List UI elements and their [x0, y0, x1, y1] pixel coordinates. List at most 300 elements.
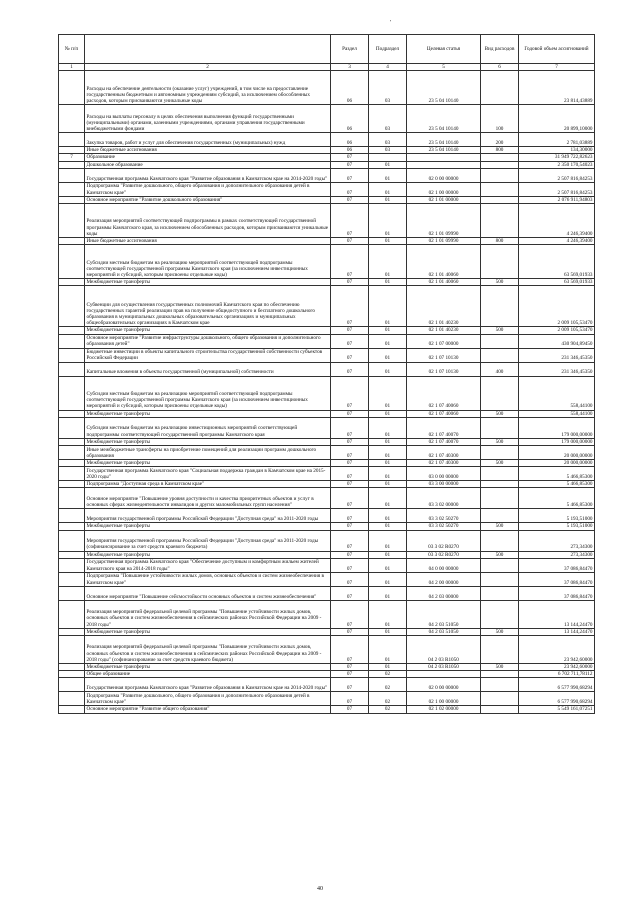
table-row [59, 154, 595, 161]
col-index-cell: 5 [407, 64, 481, 71]
row-subsection-cell: 01 [369, 238, 407, 245]
row-name-cell: Иные бюджетные ассигнования [85, 147, 331, 154]
row-amount-cell: 231 346,45350 [519, 362, 595, 376]
row-subsection-cell: 01 [369, 446, 407, 460]
row-subsection-cell [369, 154, 407, 161]
row-num-cell [59, 182, 85, 196]
row-section-cell: 07 [331, 636, 369, 664]
row-target-article-cell: 02 1 02 00000 [407, 706, 481, 713]
row-section-cell: 06 [331, 133, 369, 147]
page-number: 40 [317, 886, 323, 892]
row-expense-type-cell [481, 71, 519, 105]
table-row [59, 438, 595, 445]
row-subsection-cell: 01 [369, 481, 407, 488]
row-num-cell [59, 410, 85, 417]
table-row [59, 671, 595, 678]
row-expense-type-cell [481, 586, 519, 600]
row-amount-cell: 13 144,24470 [519, 600, 595, 628]
row-num-cell [59, 446, 85, 460]
row-num-cell [59, 481, 85, 488]
row-target-article-cell: 03 3 02 50270 [407, 509, 481, 523]
table-row [59, 636, 595, 664]
row-amount-cell: 2 781,03889 [519, 133, 595, 147]
row-name-cell: Реализация мероприятий федеральной целевой программы "Повышение устойчивости жилых домов, основных объектов и систем жизнеобеспечения в сейсмических районах Российской Федерации на 2009 - 2018 годы" (софинансирование за счет средств краевого бюджета) [85, 636, 331, 664]
row-target-article-cell: 02 1 01 40230 [407, 286, 481, 327]
row-target-article-cell: 02 1 01 09990 [407, 204, 481, 238]
row-amount-cell: 20 000,00000 [519, 446, 595, 460]
row-target-article-cell: 02 1 00 00000 [407, 692, 481, 706]
row-section-cell: 07 [331, 551, 369, 558]
row-num-cell [59, 376, 85, 410]
row-amount-cell: 2 009 105,53470 [519, 327, 595, 334]
row-expense-type-cell [481, 446, 519, 460]
row-expense-type-cell [481, 572, 519, 586]
row-num-cell [59, 467, 85, 481]
row-name-cell: Основное мероприятие "Развитие инфраструктуры дошкольного, общего образования и дополнительного образования детей" [85, 334, 331, 348]
row-target-article-cell: 03 3 02 00000 [407, 488, 481, 509]
row-name-cell: Государственная программа Камчатского края "Развитие образования в Камчатском крае на 2014-2020 годы" [85, 678, 331, 692]
header-cell-section: Раздел [331, 35, 369, 64]
table-row [59, 467, 595, 481]
row-name-cell: Основное мероприятие "Повышение сейсмостойкости основных объектов и систем жизнеобеспечения" [85, 586, 331, 600]
table-row [59, 147, 595, 154]
row-section-cell: 07 [331, 168, 369, 182]
row-subsection-cell: 01 [369, 334, 407, 348]
row-expense-type-cell [481, 692, 519, 706]
row-section-cell: 07 [331, 376, 369, 410]
row-subsection-cell: 01 [369, 572, 407, 586]
table-row [59, 586, 595, 600]
row-section-cell: 07 [331, 348, 369, 362]
row-section-cell: 07 [331, 334, 369, 348]
row-num-cell [59, 286, 85, 327]
row-num-cell [59, 678, 85, 692]
row-subsection-cell: 01 [369, 636, 407, 664]
row-section-cell: 06 [331, 71, 369, 105]
table-row [59, 481, 595, 488]
row-expense-type-cell: 500 [481, 438, 519, 445]
row-subsection-cell: 01 [369, 327, 407, 334]
row-name-cell: Межбюджетные трансферты [85, 327, 331, 334]
table-row [59, 279, 595, 286]
row-target-article-cell: 23 5 04 10140 [407, 133, 481, 147]
table-row [59, 410, 595, 417]
row-name-cell: Государственная программа Камчатского края "Развитие образования в Камчатском крае на 2014-2020 годы" [85, 168, 331, 182]
table-row [59, 348, 595, 362]
row-section-cell: 07 [331, 182, 369, 196]
table-row [59, 204, 595, 238]
row-target-article-cell: 02 0 00 00000 [407, 678, 481, 692]
row-num-cell [59, 488, 85, 509]
col-index-cell: 4 [369, 64, 407, 71]
row-target-article-cell: 02 1 07 00000 [407, 334, 481, 348]
row-expense-type-cell [481, 204, 519, 238]
row-name-cell: Межбюджетные трансферты [85, 523, 331, 530]
row-num-cell [59, 438, 85, 445]
row-expense-type-cell [481, 182, 519, 196]
row-target-article-cell: 04 2 03 51050 [407, 600, 481, 628]
table-row [59, 334, 595, 348]
row-expense-type-cell [481, 334, 519, 348]
row-subsection-cell: 01 [369, 362, 407, 376]
row-subsection-cell: 01 [369, 161, 407, 168]
row-subsection-cell: 01 [369, 467, 407, 481]
row-target-article-cell: 03 3 02 R0270 [407, 530, 481, 551]
row-expense-type-cell: 500 [481, 327, 519, 334]
row-section-cell: 07 [331, 460, 369, 467]
row-amount-cell: 23 942,60000 [519, 664, 595, 671]
row-subsection-cell: 01 [369, 279, 407, 286]
row-section-cell: 07 [331, 196, 369, 203]
row-num-cell [59, 196, 85, 203]
row-section-cell: 07 [331, 572, 369, 586]
row-num-cell [59, 279, 85, 286]
row-target-article-cell: 03 0 00 00000 [407, 467, 481, 481]
row-name-cell: Государственная программа Камчатского края "Социальная поддержка граждан в Камчатском крае на 2015-2020 годы" [85, 467, 331, 481]
row-target-article-cell: 04 0 00 00000 [407, 558, 481, 572]
table-row [59, 446, 595, 460]
row-name-cell: Бюджетные инвестиции в объекты капитального строительства государственной собственности субъектов Российской Федерации [85, 348, 331, 362]
row-name-cell: Межбюджетные трансферты [85, 460, 331, 467]
row-amount-cell: 5 549 161,07251 [519, 706, 595, 713]
row-name-cell: Расходы на обеспечение деятельности (оказание услуг) учреждений, в том числе на предоставление государственным бюджетным и автономным учреждениям субсидий, за исключением обособленных расходов, которым присваиваются уникальные коды [85, 71, 331, 105]
row-subsection-cell: 01 [369, 586, 407, 600]
row-target-article-cell: 23 5 04 10140 [407, 147, 481, 154]
row-name-cell: Государственная программа Камчатского края "Обеспечение доступным и комфортным жильем жителей Камчатского края на 2014-2018 годы" [85, 558, 331, 572]
row-name-cell: Основное мероприятие "Развитие дошкольного образования" [85, 196, 331, 203]
row-amount-cell: 5 193,51000 [519, 509, 595, 523]
table-row [59, 664, 595, 671]
row-section-cell: 07 [331, 488, 369, 509]
table-row [59, 238, 595, 245]
row-name-cell: Межбюджетные трансферты [85, 438, 331, 445]
table-row [59, 551, 595, 558]
row-section-cell: 07 [331, 678, 369, 692]
row-section-cell: 06 [331, 105, 369, 133]
row-num-cell [59, 327, 85, 334]
row-amount-cell: 179 000,00000 [519, 417, 595, 438]
row-num-cell [59, 586, 85, 600]
row-name-cell: Межбюджетные трансферты [85, 551, 331, 558]
row-expense-type-cell [481, 348, 519, 362]
row-num-cell [59, 460, 85, 467]
row-amount-cell: 63 569,01933 [519, 279, 595, 286]
header-cell-target-article: Целевая статья [407, 35, 481, 64]
table-row [59, 460, 595, 467]
row-target-article-cell: 04 2 03 51050 [407, 628, 481, 635]
row-name-cell: Межбюджетные трансферты [85, 628, 331, 635]
table-row [59, 376, 595, 410]
row-num-cell [59, 161, 85, 168]
row-name-cell: Подпрограмма "Развитие дошкольного, общего образования и дополнительного образования детей в Камчатском крае" [85, 182, 331, 196]
header-cell-expense-type: Вид расходов [481, 35, 519, 64]
row-num-cell [59, 628, 85, 635]
row-target-article-cell: 23 5 04 10140 [407, 71, 481, 105]
row-section-cell: 07 [331, 586, 369, 600]
row-subsection-cell: 01 [369, 438, 407, 445]
row-expense-type-cell [481, 530, 519, 551]
table-row [59, 196, 595, 203]
row-name-cell: Иные бюджетные ассигнования [85, 238, 331, 245]
row-name-cell: Подпрограмма "Развитие дошкольного, общего образования и дополнительного образования детей в Камчатском крае" [85, 692, 331, 706]
row-num-cell: 7 [59, 154, 85, 161]
row-section-cell: 07 [331, 628, 369, 635]
row-num-cell [59, 133, 85, 147]
row-amount-cell: 2 507 816,84253 [519, 168, 595, 182]
row-subsection-cell: 02 [369, 671, 407, 678]
row-amount-cell: 430 904,89450 [519, 334, 595, 348]
row-num-cell [59, 523, 85, 530]
row-expense-type-cell: 500 [481, 410, 519, 417]
row-section-cell: 07 [331, 706, 369, 713]
row-target-article-cell [407, 154, 481, 161]
col-index-cell: 7 [519, 64, 595, 71]
row-target-article-cell: 04 2 03 R1050 [407, 636, 481, 664]
row-num-cell [59, 204, 85, 238]
row-expense-type-cell [481, 558, 519, 572]
row-name-cell: Общее образование [85, 671, 331, 678]
row-section-cell: 07 [331, 245, 369, 279]
table-row [59, 71, 595, 105]
row-section-cell: 07 [331, 204, 369, 238]
row-amount-cell: 2 076 911,94803 [519, 196, 595, 203]
row-section-cell: 07 [331, 161, 369, 168]
row-num-cell [59, 664, 85, 671]
row-section-cell: 07 [331, 523, 369, 530]
row-num-cell [59, 636, 85, 664]
row-amount-cell: 20 000,00000 [519, 460, 595, 467]
row-expense-type-cell [481, 481, 519, 488]
row-target-article-cell: 02 1 07 40300 [407, 460, 481, 467]
row-name-cell: Капитальные вложения в объекты государственной (муниципальной) собственности [85, 362, 331, 376]
row-section-cell: 07 [331, 692, 369, 706]
row-num-cell [59, 551, 85, 558]
row-target-article-cell: 02 1 07 40060 [407, 376, 481, 410]
row-section-cell: 07 [331, 417, 369, 438]
row-subsection-cell: 01 [369, 460, 407, 467]
row-amount-cell: 4 246,39400 [519, 204, 595, 238]
row-section-cell: 07 [331, 467, 369, 481]
row-num-cell [59, 530, 85, 551]
row-name-cell: Расходы на выплаты персоналу в целях обеспечения выполнения функций государственными (муниципальными) органами, казенными учреждениями, органами управления государственными внебюджетными фондами [85, 105, 331, 133]
header-row [59, 35, 595, 64]
table-row [59, 105, 595, 133]
row-expense-type-cell [481, 706, 519, 713]
row-expense-type-cell [481, 488, 519, 509]
row-target-article-cell [407, 671, 481, 678]
row-name-cell: Закупка товаров, работ и услуг для обеспечения государственных (муниципальных) нужд [85, 133, 331, 147]
row-name-cell: Межбюджетные трансферты [85, 410, 331, 417]
row-target-article-cell: 02 1 01 40060 [407, 279, 481, 286]
row-name-cell: Межбюджетные трансферты [85, 279, 331, 286]
table-row [59, 133, 595, 147]
row-target-article-cell: 02 1 07 10130 [407, 348, 481, 362]
row-name-cell: Межбюджетные трансферты [85, 664, 331, 671]
table-row [59, 572, 595, 586]
row-num-cell [59, 245, 85, 279]
row-amount-cell: 2 350 170,54023 [519, 161, 595, 168]
row-subsection-cell: 01 [369, 558, 407, 572]
row-expense-type-cell [481, 245, 519, 279]
row-target-article-cell: 23 5 04 10140 [407, 105, 481, 133]
row-target-article-cell: 03 3 02 50270 [407, 523, 481, 530]
row-section-cell: 07 [331, 481, 369, 488]
row-subsection-cell: 02 [369, 706, 407, 713]
row-amount-cell: 558,44100 [519, 376, 595, 410]
row-section-cell: 07 [331, 279, 369, 286]
row-section-cell: 06 [331, 147, 369, 154]
row-amount-cell: 2 009 105,53470 [519, 286, 595, 327]
row-amount-cell: 4 246,39400 [519, 238, 595, 245]
row-target-article-cell: 03 3 02 R0270 [407, 551, 481, 558]
row-expense-type-cell [481, 467, 519, 481]
table-row [59, 182, 595, 196]
row-expense-type-cell [481, 286, 519, 327]
row-target-article-cell: 02 1 01 00000 [407, 196, 481, 203]
row-subsection-cell: 01 [369, 196, 407, 203]
scan-mark: ' [390, 20, 392, 26]
row-target-article-cell: 02 1 01 40230 [407, 327, 481, 334]
row-expense-type-cell: 800 [481, 147, 519, 154]
row-target-article-cell: 04 2 03 00000 [407, 586, 481, 600]
row-expense-type-cell: 400 [481, 362, 519, 376]
row-subsection-cell: 01 [369, 417, 407, 438]
row-target-article-cell: 02 1 01 09990 [407, 238, 481, 245]
row-num-cell [59, 147, 85, 154]
row-subsection-cell: 01 [369, 168, 407, 182]
budget-table-sheet [58, 34, 594, 714]
row-expense-type-cell: 500 [481, 664, 519, 671]
row-name-cell: Основное мероприятие "Повышение уровня доступности и качества приоритетных объектов и услуг в основных сферах жизнедеятельности инвалидов и других маломобильных групп населения" [85, 488, 331, 509]
row-target-article-cell: 02 1 00 00000 [407, 182, 481, 196]
row-expense-type-cell: 800 [481, 238, 519, 245]
row-section-cell: 07 [331, 327, 369, 334]
row-amount-cell: 5 466,85300 [519, 467, 595, 481]
row-subsection-cell: 03 [369, 105, 407, 133]
row-expense-type-cell: 200 [481, 133, 519, 147]
row-amount-cell: 273,34300 [519, 530, 595, 551]
row-subsection-cell: 01 [369, 600, 407, 628]
row-target-article-cell: 02 0 00 00000 [407, 168, 481, 182]
row-section-cell: 07 [331, 664, 369, 671]
table-row [59, 362, 595, 376]
row-amount-cell: 6 577 990,68294 [519, 678, 595, 692]
header-cell-annual-amount: Годовой объем ассигнований [519, 35, 595, 64]
budget-table [58, 34, 595, 714]
row-amount-cell: 273,34300 [519, 551, 595, 558]
column-index-row [59, 64, 595, 71]
row-num-cell [59, 238, 85, 245]
row-section-cell: 07 [331, 438, 369, 445]
row-name-cell: Мероприятия государственной программы Российской Федерации "Доступная среда" на 2011-2020 годы [85, 509, 331, 523]
table-row [59, 286, 595, 327]
row-subsection-cell: 01 [369, 530, 407, 551]
row-name-cell: Субсидии местным бюджетам на реализацию мероприятий соответствующей подпрограммы соответствующей государственной программы Камчатского края (за исключением инвестиционных мероприятий и субсидий, которым присвоены отдельные коды) [85, 245, 331, 279]
table-body [59, 71, 595, 713]
row-subsection-cell: 01 [369, 286, 407, 327]
row-section-cell: 07 [331, 362, 369, 376]
row-subsection-cell: 01 [369, 204, 407, 238]
row-num-cell [59, 168, 85, 182]
row-name-cell: Подпрограмма "Повышение устойчивости жилых домов, основных объектов и систем жизнеобеспечения в Камчатском крае" [85, 572, 331, 586]
row-target-article-cell: 03 3 00 00000 [407, 481, 481, 488]
row-subsection-cell: 03 [369, 71, 407, 105]
row-subsection-cell: 01 [369, 628, 407, 635]
row-subsection-cell: 01 [369, 664, 407, 671]
table-row [59, 161, 595, 168]
row-target-article-cell [407, 161, 481, 168]
row-target-article-cell: 02 1 07 40300 [407, 446, 481, 460]
row-amount-cell: 231 346,45350 [519, 348, 595, 362]
row-expense-type-cell: 500 [481, 551, 519, 558]
row-num-cell [59, 362, 85, 376]
row-name-cell: Дошкольное образование [85, 161, 331, 168]
table-row [59, 488, 595, 509]
row-subsection-cell: 02 [369, 678, 407, 692]
header-cell-num: № п/п [59, 35, 85, 64]
row-expense-type-cell [481, 509, 519, 523]
row-subsection-cell: 01 [369, 376, 407, 410]
table-row [59, 678, 595, 692]
row-name-cell: Субсидии местным бюджетам на реализацию инвестиционных мероприятий соответствующей подпрограммы соответствующей государственной программы Камчатского края [85, 417, 331, 438]
row-amount-cell: 6 702 711,78112 [519, 671, 595, 678]
row-expense-type-cell [481, 600, 519, 628]
table-row [59, 628, 595, 635]
row-expense-type-cell [481, 168, 519, 182]
row-subsection-cell: 01 [369, 488, 407, 509]
table-row [59, 706, 595, 713]
col-index-cell: 2 [85, 64, 331, 71]
row-amount-cell: 5 466,85300 [519, 481, 595, 488]
row-name-cell: Мероприятия государственной программы Российской Федерации "Доступная среда" на 2011-2020 годы (софинансирование за счет средств краевого бюджета) [85, 530, 331, 551]
table-row [59, 558, 595, 572]
row-amount-cell: 37 086,84470 [519, 558, 595, 572]
row-amount-cell: 37 086,84470 [519, 586, 595, 600]
row-name-cell: Субвенции для осуществления государственных полномочий Камчатского края по обеспечению государственных гарантий реализации прав на получение общедоступного и бесплатного дошкольного образования в муниципальных дошкольных образовательных организациях и муниципальных общеобразовательных организациях в Камчатском крае [85, 286, 331, 327]
row-subsection-cell: 01 [369, 523, 407, 530]
row-num-cell [59, 71, 85, 105]
row-section-cell: 07 [331, 509, 369, 523]
table-row [59, 509, 595, 523]
row-amount-cell: 31 949 722,82623 [519, 154, 595, 161]
row-target-article-cell: 02 1 07 10130 [407, 362, 481, 376]
row-expense-type-cell [481, 161, 519, 168]
row-target-article-cell: 02 1 07 40060 [407, 410, 481, 417]
row-num-cell [59, 334, 85, 348]
row-amount-cell: 558,44100 [519, 410, 595, 417]
row-num-cell [59, 692, 85, 706]
row-amount-cell: 6 577 990,68294 [519, 692, 595, 706]
row-name-cell: Реализация мероприятий федеральной целевой программы "Повышение устойчивости жилых домов, основных объектов и систем жизнеобеспечения в сейсмических районах Российской Федерации на 2009 - 2018 годы" [85, 600, 331, 628]
row-section-cell: 07 [331, 558, 369, 572]
row-expense-type-cell [481, 417, 519, 438]
row-num-cell [59, 671, 85, 678]
row-amount-cell: 179 000,00000 [519, 438, 595, 445]
row-expense-type-cell: 500 [481, 628, 519, 635]
row-expense-type-cell [481, 154, 519, 161]
row-amount-cell: 13 144,24470 [519, 628, 595, 635]
row-subsection-cell: 03 [369, 147, 407, 154]
row-num-cell [59, 105, 85, 133]
row-expense-type-cell: 500 [481, 460, 519, 467]
row-subsection-cell: 02 [369, 692, 407, 706]
row-expense-type-cell: 500 [481, 523, 519, 530]
row-name-cell: Иные межбюджетные трансферты на приобретение помещений для реализации программ дошкольного образования [85, 446, 331, 460]
row-expense-type-cell [481, 376, 519, 410]
row-amount-cell: 37 086,84470 [519, 572, 595, 586]
table-row [59, 327, 595, 334]
table-row [59, 530, 595, 551]
